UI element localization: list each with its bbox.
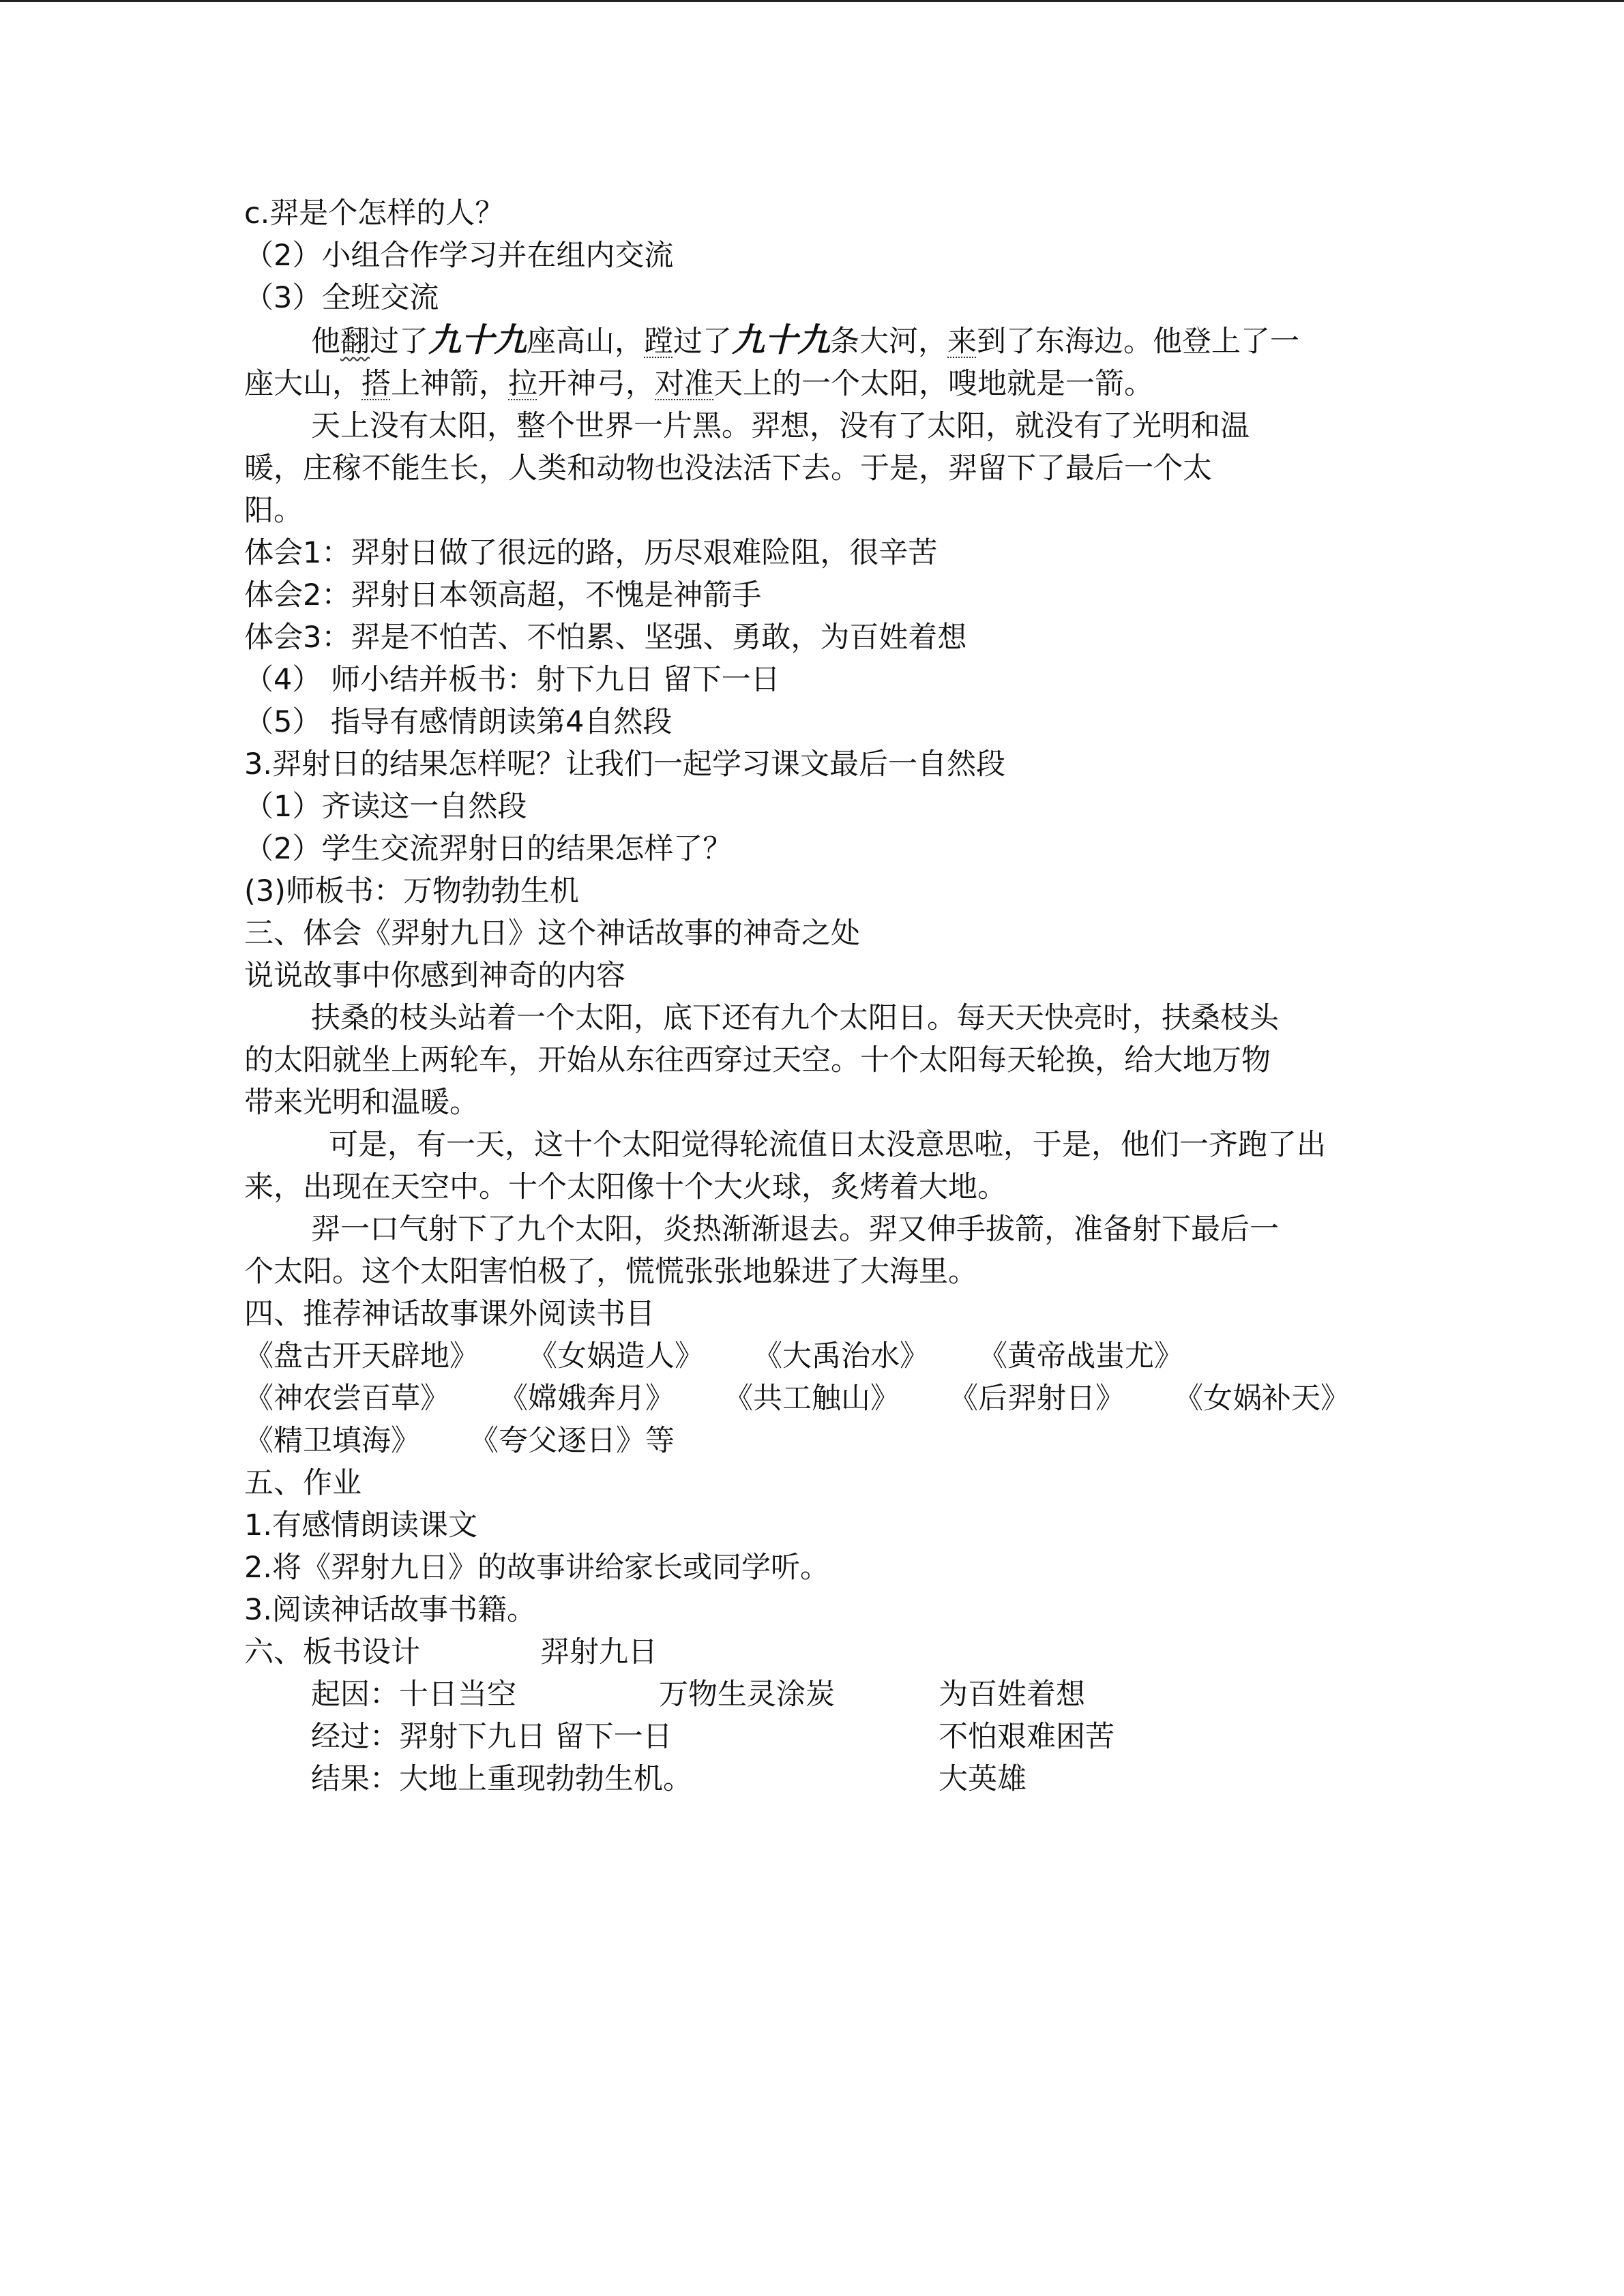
book-title: 《精卫填海》 [244, 1424, 420, 1458]
homework-1: 1.有感情朗读课文 [244, 1508, 478, 1542]
book-title: 《盘古开天辟地》 [244, 1339, 479, 1373]
book-title: 《夸父逐日》等 [469, 1424, 675, 1458]
result-step-3: (3)师板书：万物勃勃生机 [244, 874, 579, 908]
story-para-3-line-1: 羿一口气射下了九个太阳，炎热渐渐退去。羿又伸手拔箭，准备射下最后一 [311, 1212, 1279, 1247]
book-title: 《黄帝战蚩尤》 [978, 1339, 1183, 1373]
board-row [244, 1673, 1390, 1716]
question-3: 3.羿射日的结果怎样呢？让我们一起学习课文最后一自然段 [244, 747, 1006, 781]
board-cell: 不怕艰难困苦 [939, 1720, 1114, 1754]
book-title: 《共工触山》 [724, 1382, 900, 1416]
step-4: （4） 师小结并板书：射下九日 留下一日 [244, 663, 780, 697]
section-5-heading: 五、作业 [244, 1466, 361, 1500]
book-list [244, 1335, 1390, 1462]
result-step-1: （1）齐读这一自然段 [244, 790, 527, 824]
text-quote-2-line-2: 暖，庄稼不能生长，人类和动物也没法活下去。于是，羿留下了最后一个太 [244, 451, 1212, 486]
story-para-1-line-1: 扶桑的枝头站着一个太阳，底下还有九个太阳日。每天天快亮时，扶桑枝头 [311, 1001, 1279, 1035]
board-cell: 结果：大地上重现勃勃生机。 [311, 1762, 692, 1796]
story-para-1-line-3: 带来光明和温暖。 [244, 1086, 479, 1120]
result-step-2: （2）学生交流羿射日的结果怎样了？ [244, 832, 733, 866]
text-quote-2-line-1: 天上没有太阳，整个世界一片黑。羿想，没有了太阳，就没有了光明和温 [311, 409, 1250, 443]
story-para-2-line-2: 来，出现在天空中。十个太阳像十个大火球，炙烤着大地。 [244, 1170, 1007, 1204]
insight-2: 体会2：羿射日本领高超，不愧是神箭手 [244, 578, 762, 612]
homework-3: 3.阅读神话故事书籍。 [244, 1593, 537, 1627]
book-title: 《大禹治水》 [753, 1339, 929, 1373]
book-title: 《神农尝百草》 [244, 1382, 449, 1416]
book-title: 《嫦娥奔月》 [499, 1382, 675, 1416]
page-top-border [0, 0, 1624, 2]
story-para-1-line-2: 的太阳就坐上两轮车，开始从东往西穿过天空。十个太阳每天轮换，给大地万物 [244, 1043, 1271, 1077]
board-cell: 万物生灵涂炭 [659, 1678, 835, 1712]
step-5: （5） 指导有感情朗读第4自然段 [244, 705, 673, 739]
story-para-3-line-2: 个太阳。这个太阳害怕极了，慌慌张张地躲进了大海里。 [244, 1255, 977, 1289]
section-3-prompt: 说说故事中你感到神奇的内容 [244, 959, 625, 993]
insight-1: 体会1：羿射日做了很远的路，历尽艰难险阻，很辛苦 [244, 536, 938, 570]
story-para-2-line-1: 可是，有一天，这十个太阳觉得轮流值日太没意思啦，于是，他们一齐跑了出 [329, 1128, 1326, 1162]
board-cell: 为百姓着想 [939, 1678, 1085, 1712]
board-row [244, 1716, 1390, 1758]
insight-3: 体会3：羿是不怕苦、不怕累、坚强、勇敢，为百姓着想 [244, 621, 967, 655]
book-title: 《后羿射日》 [949, 1382, 1125, 1416]
board-cell: 起因：十日当空 [311, 1678, 516, 1712]
question-c: c.羿是个怎样的人？ [244, 196, 505, 230]
step-3: （3）全班交流 [244, 281, 439, 315]
section-3-heading: 三、体会《羿射九日》这个神话故事的神奇之处 [244, 916, 860, 951]
book-title: 《女娲造人》 [528, 1339, 704, 1373]
step-2: （2）小组合作学习并在组内交流 [244, 239, 674, 273]
board-title: 羿射九日 [540, 1635, 658, 1669]
lesson-plan-page [244, 192, 1390, 1800]
homework-2: 2.将《羿射九日》的故事讲给家长或同学听。 [244, 1551, 830, 1585]
book-title: 《女娲补天》 [1174, 1382, 1350, 1416]
section-4-heading: 四、推荐神话故事课外阅读书目 [244, 1297, 655, 1331]
board-row [244, 1758, 1390, 1800]
board-cell: 经过：羿射下九日 留下一日 [311, 1720, 673, 1754]
text-quote-2-line-3: 阳。 [244, 494, 303, 528]
text-quote-line-1: 他翻过了九十九座高山，蹚过了九十九条大河，来到了东海边。他登上了一 [311, 321, 1300, 359]
board-cell: 大英雄 [939, 1762, 1027, 1796]
text-quote-line-2: 座大山，搭上神箭，拉开神弓，对准天上的一个太阳，嗖地就是一箭。 [244, 367, 1153, 401]
section-6-heading: 六、板书设计 羿射九日 [244, 1635, 658, 1669]
